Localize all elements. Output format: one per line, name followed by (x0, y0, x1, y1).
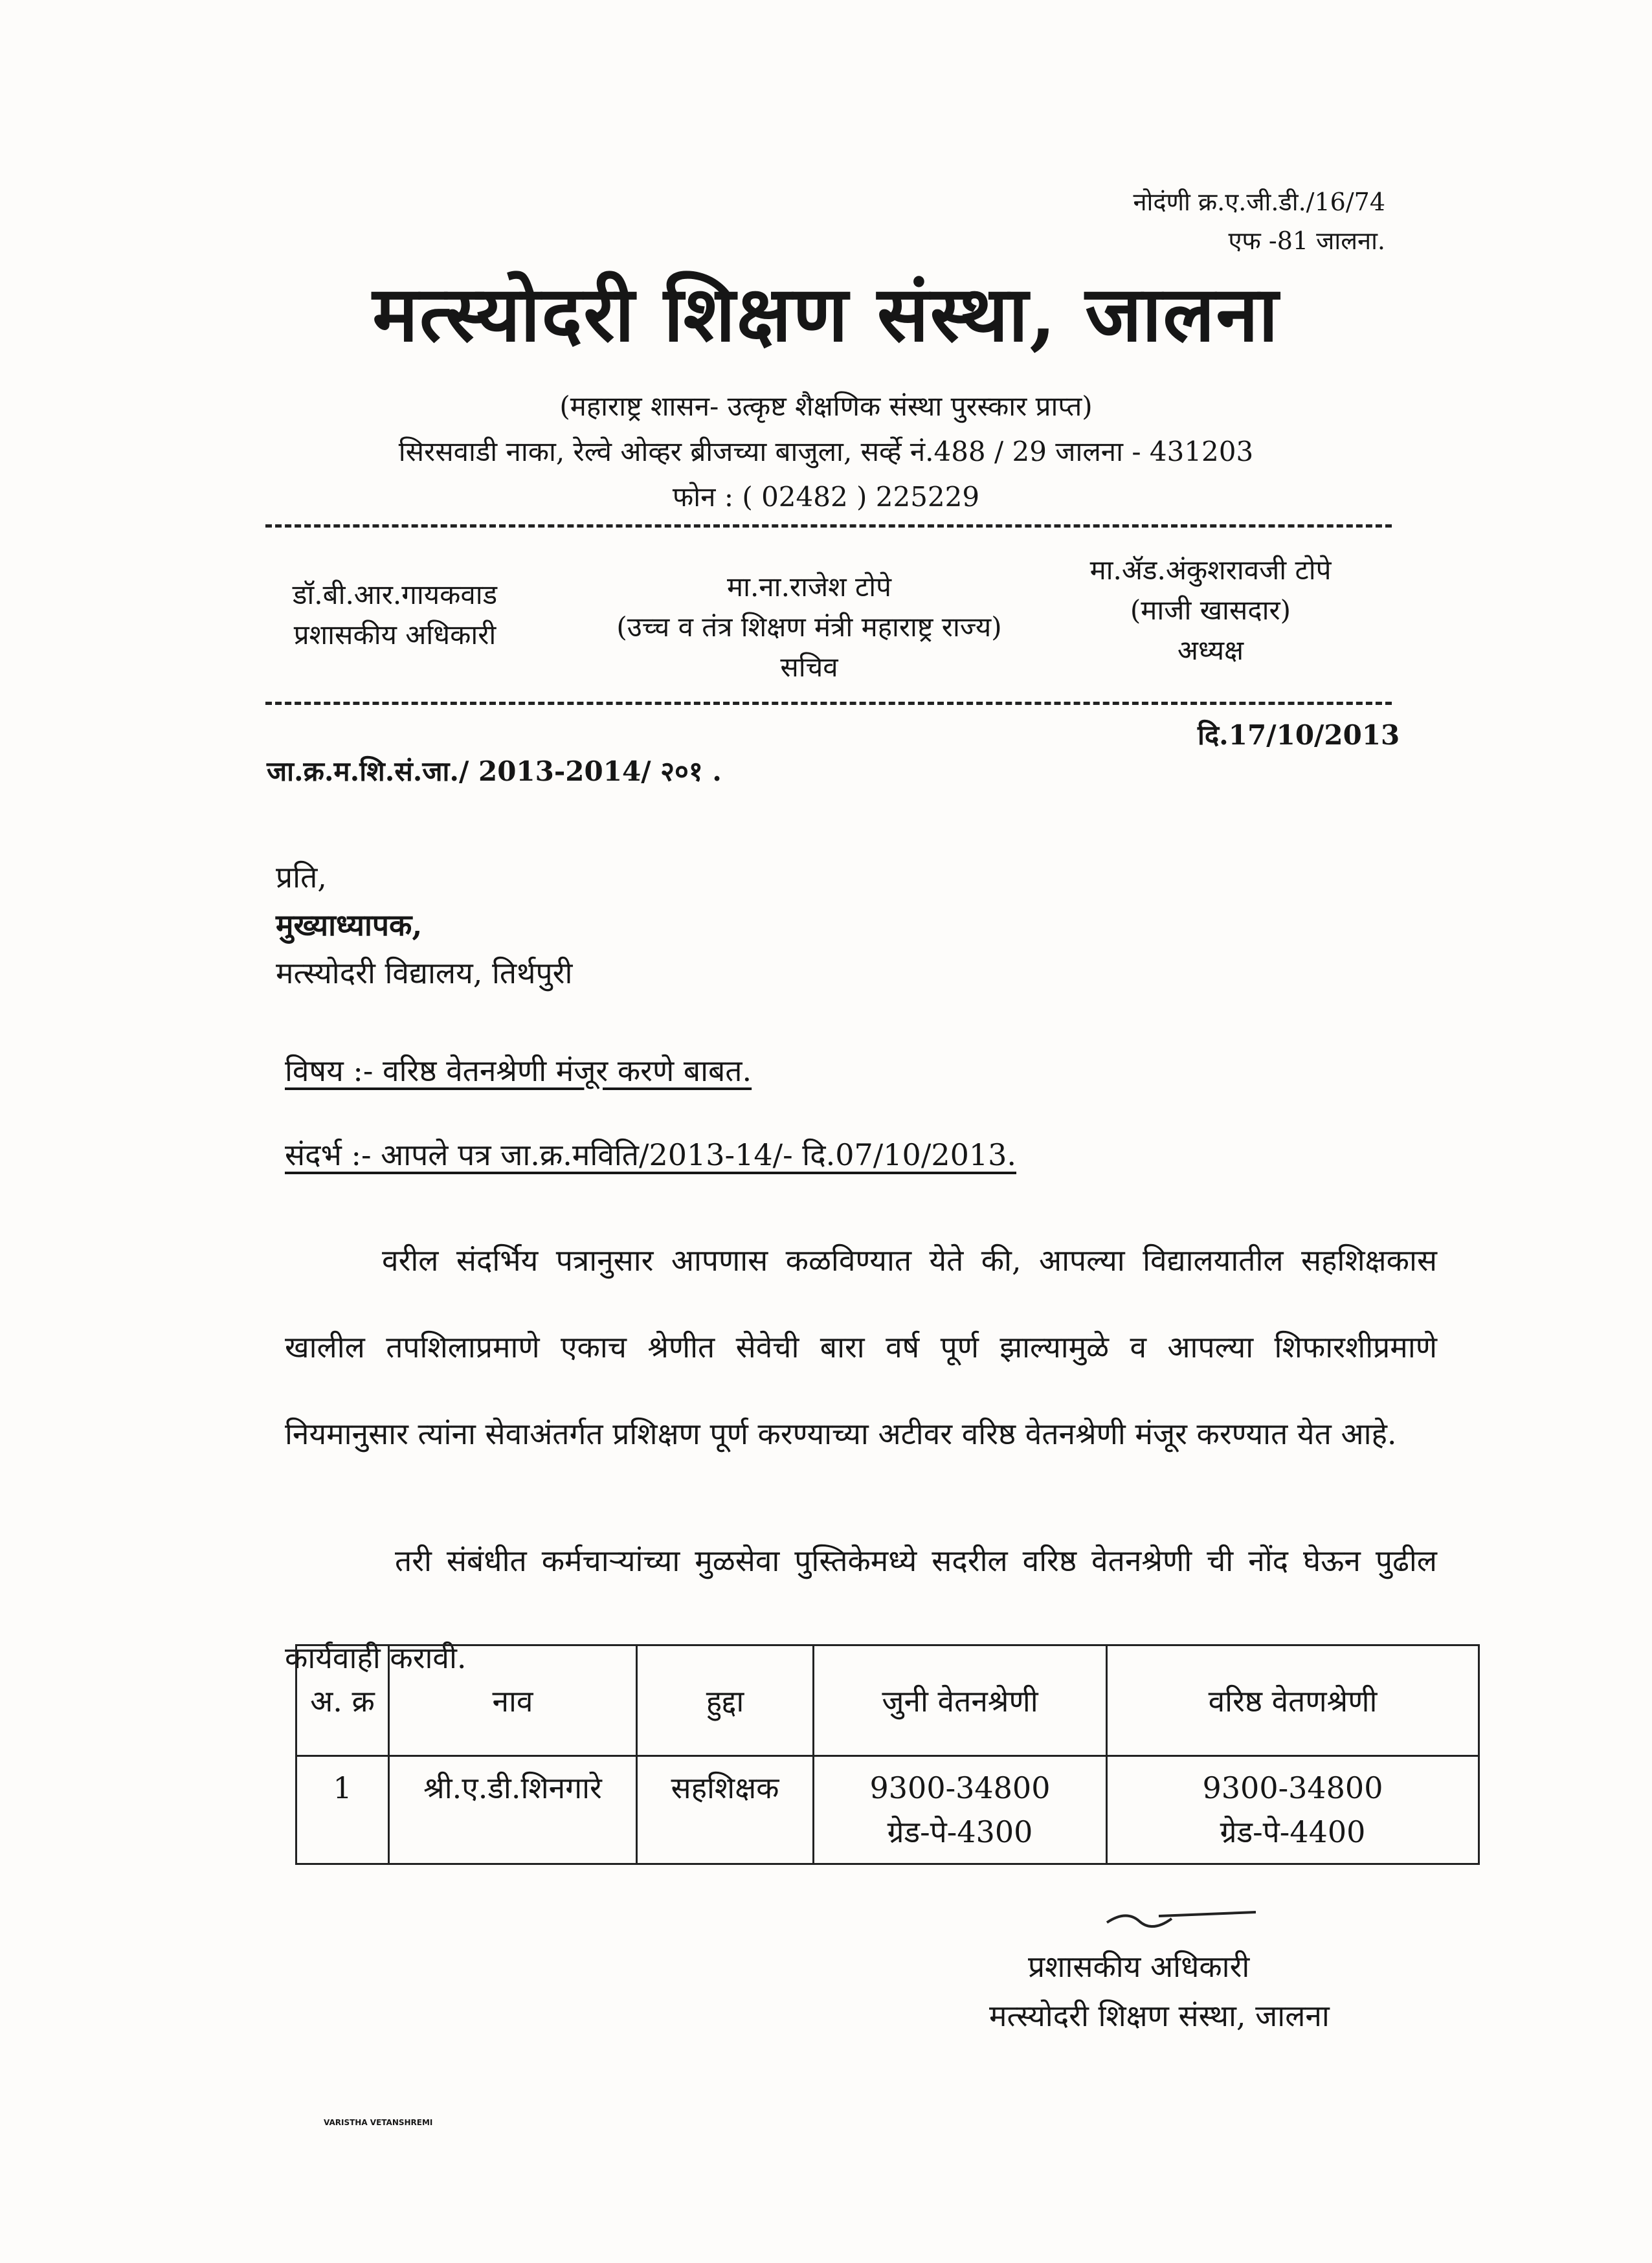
recipient-to: प्रति, (276, 860, 327, 895)
signature-scribble (1100, 1903, 1269, 1935)
recipient-designation: मुख्याध्यापक, (276, 908, 423, 942)
context-line: संदर्भ :- आपले पत्र जा.क्र.मविति/2013-14/- दि.07/10/2013. (285, 1137, 1017, 1172)
recipient-school: मत्स्योदरी विद्यालय, तिर्थपुरी (276, 955, 573, 990)
official-secretary (557, 567, 1062, 687)
table-row (296, 1756, 1479, 1864)
senior-scale-range: 9300-34800 (1202, 1770, 1383, 1805)
signatory-title: प्रशासकीय अधिकारी (1028, 1949, 1250, 1984)
divider (265, 524, 1392, 528)
address-line: सिरसवाडी नाका, रेल्वे ओव्हर ब्रीजच्या बाजुला, सर्व्हे नं.488 / 29 जालना - 431203 (398, 436, 1254, 467)
signature-block (989, 1942, 1330, 2040)
senior-grade-pay: ग्रेड-पे-4400 (1220, 1814, 1366, 1849)
official-name: डॉ.बी.आर.गायकवाड (292, 579, 498, 610)
col-post: हुद्दा (637, 1645, 814, 1756)
cell-senior-scale (1107, 1756, 1479, 1864)
official-president (1029, 550, 1392, 671)
footer-stamp: VARISTHA VETANSHREMI (324, 2118, 433, 2127)
divider (265, 702, 1392, 705)
recipient-block (276, 853, 572, 997)
registration-code: एफ -81 जालना. (1228, 227, 1385, 255)
col-old-scale: जुनी वेतनश्रेणी (814, 1645, 1107, 1756)
registration-block (1133, 183, 1385, 260)
cell-old-scale (814, 1756, 1107, 1864)
official-title: अध्यक्ष (1177, 634, 1244, 666)
official-note: (उच्च व तंत्र शिक्षण मंत्री महाराष्ट्र राज्य) (616, 611, 1002, 643)
table-header-row (296, 1645, 1479, 1756)
award-line: (महाराष्ट्र शासन- उत्कृष्ट शैक्षणिक संस्था पुरस्कार प्राप्त) (559, 390, 1093, 422)
official-name: मा.ॲड.अंकुशरावजी टोपे (1089, 554, 1332, 586)
official-note: (माजी खासदार) (1130, 594, 1291, 626)
body-paragraph-1: वरील संदर्भिय पत्रानुसार आपणास कळविण्यात येते की, आपल्या विद्यालयातील सहशिक्षकास खालील तपशिलाप्रमाणे एकाच श्रेणीत सेवेची बारा वर्ष पूर्ण झाल्यामुळे व आपल्या शिफारशीप्रमाणे नियमानुसार त्यांना सेवाअंतर्गत प्रशिक्षण पूर्ण करण्याच्या अटीवर वरिष्ठ वेतनश्रेणी मंजूर करण्यात येत आहे. (285, 1243, 1437, 1451)
body-paragraph-2: तरी संबंधीत कर्मचाऱ्यांच्या मुळसेवा पुस्तिकेमध्ये सदरील वरिष्ठ वेतनश्रेणी ची नोंद घेऊन पुढील कार्यवाही करावी. (285, 1543, 1437, 1675)
col-serial: अ. क्र (296, 1645, 389, 1756)
old-scale-range: 9300-34800 (869, 1770, 1051, 1805)
letter-date: दि.17/10/2013 (1198, 719, 1400, 751)
old-grade-pay: ग्रेड-पे-4300 (887, 1814, 1033, 1849)
registration-number: नोदंणी क्र.ए.जी.डी./16/74 (1133, 188, 1385, 216)
phone-line: फोन : ( 02482 ) 225229 (672, 481, 980, 513)
outward-number: जा.क्र.म.शि.सं.जा./ 2013-2014/ २०१ . (267, 755, 722, 787)
institution-title: मत्स्योदरी शिक्षण संस्था, जालना (372, 269, 1280, 359)
official-title: प्रशासकीय अधिकारी (293, 619, 497, 651)
pay-scale-table (295, 1644, 1480, 1865)
cell-serial: 1 (296, 1756, 389, 1864)
official-name: मा.ना.राजेश टोपे (727, 571, 891, 603)
signatory-org: मत्स्योदरी शिक्षण संस्था, जालना (989, 1998, 1330, 2033)
col-name: नाव (389, 1645, 637, 1756)
col-senior-scale: वरिष्ठ वेतणश्रेणी (1107, 1645, 1479, 1756)
subject-line: विषय :- वरिष्ठ वेतनश्रेणी मंजूर करणे बाबत. (285, 1053, 752, 1088)
cell-name: श्री.ए.डी.शिनगारे (389, 1756, 637, 1864)
official-title: सचिव (780, 651, 838, 683)
official-administrator (259, 575, 531, 655)
cell-post: सहशिक्षक (637, 1756, 814, 1864)
